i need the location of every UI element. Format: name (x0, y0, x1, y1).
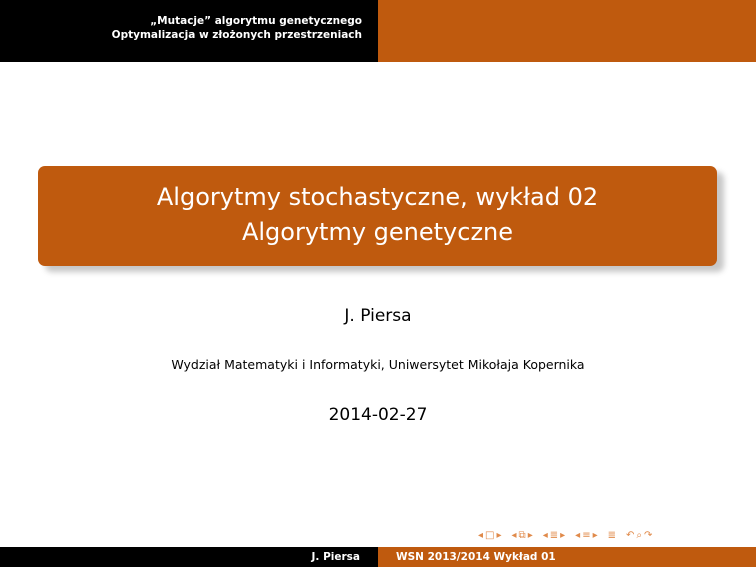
footer-bar (0, 547, 756, 567)
prev-subsection-icon[interactable]: ◂ (542, 529, 548, 541)
nav-slide-group (478, 530, 502, 541)
nav-subsection-group (543, 530, 565, 541)
subsection-icon[interactable]: ≣ (549, 529, 559, 541)
header-bar (0, 0, 756, 62)
prev-section-icon[interactable]: ◂ (575, 529, 581, 541)
nav-align-group (608, 530, 616, 541)
frame-icon[interactable]: ⧉ (518, 529, 526, 541)
next-slide-icon[interactable]: ▸ (496, 529, 502, 541)
header-section-title[interactable]: „Mutacje” algorytmu genetycznego (150, 15, 362, 27)
next-subsection-icon[interactable]: ▸ (560, 529, 566, 541)
back-icon[interactable]: ↶ (626, 529, 635, 541)
footer-course-title[interactable]: WSN 2013/2014 Wykład 01 (378, 547, 756, 567)
slide-icon[interactable]: □ (485, 529, 495, 541)
search-icon[interactable]: ⌕ (636, 529, 643, 541)
presentation-date: 2014-02-27 (328, 405, 428, 425)
title-line-1: Algorytmy stochastyczne, wykład 02 (156, 183, 599, 211)
next-frame-icon[interactable]: ▸ (527, 529, 533, 541)
nav-frame-group (512, 530, 533, 541)
next-section-icon[interactable]: ▸ (592, 529, 598, 541)
nav-section-group (575, 530, 597, 541)
header-accent-block (378, 0, 756, 62)
institute-name: Wydział Matematyki i Informatyki, Uniwersytet Mikołaja Kopernika (171, 357, 585, 372)
author-name: J. Piersa (344, 306, 412, 326)
section-icon[interactable]: ≡ (582, 529, 591, 541)
prev-slide-icon[interactable]: ◂ (478, 529, 484, 541)
title-line-2: Algorytmy genetyczne (241, 218, 514, 246)
header-section-info (0, 0, 378, 62)
header-subsection-title[interactable]: Optymalizacja w złożonych przestrzeniach (111, 29, 362, 41)
beamer-navigation (478, 527, 659, 543)
footer-author[interactable]: J. Piersa (0, 547, 378, 567)
nav-search-group (626, 530, 652, 541)
forward-icon[interactable]: ↷ (644, 529, 653, 541)
align-icon[interactable]: ≣ (607, 529, 617, 541)
prev-frame-icon[interactable]: ◂ (511, 529, 517, 541)
title-box (38, 166, 717, 266)
